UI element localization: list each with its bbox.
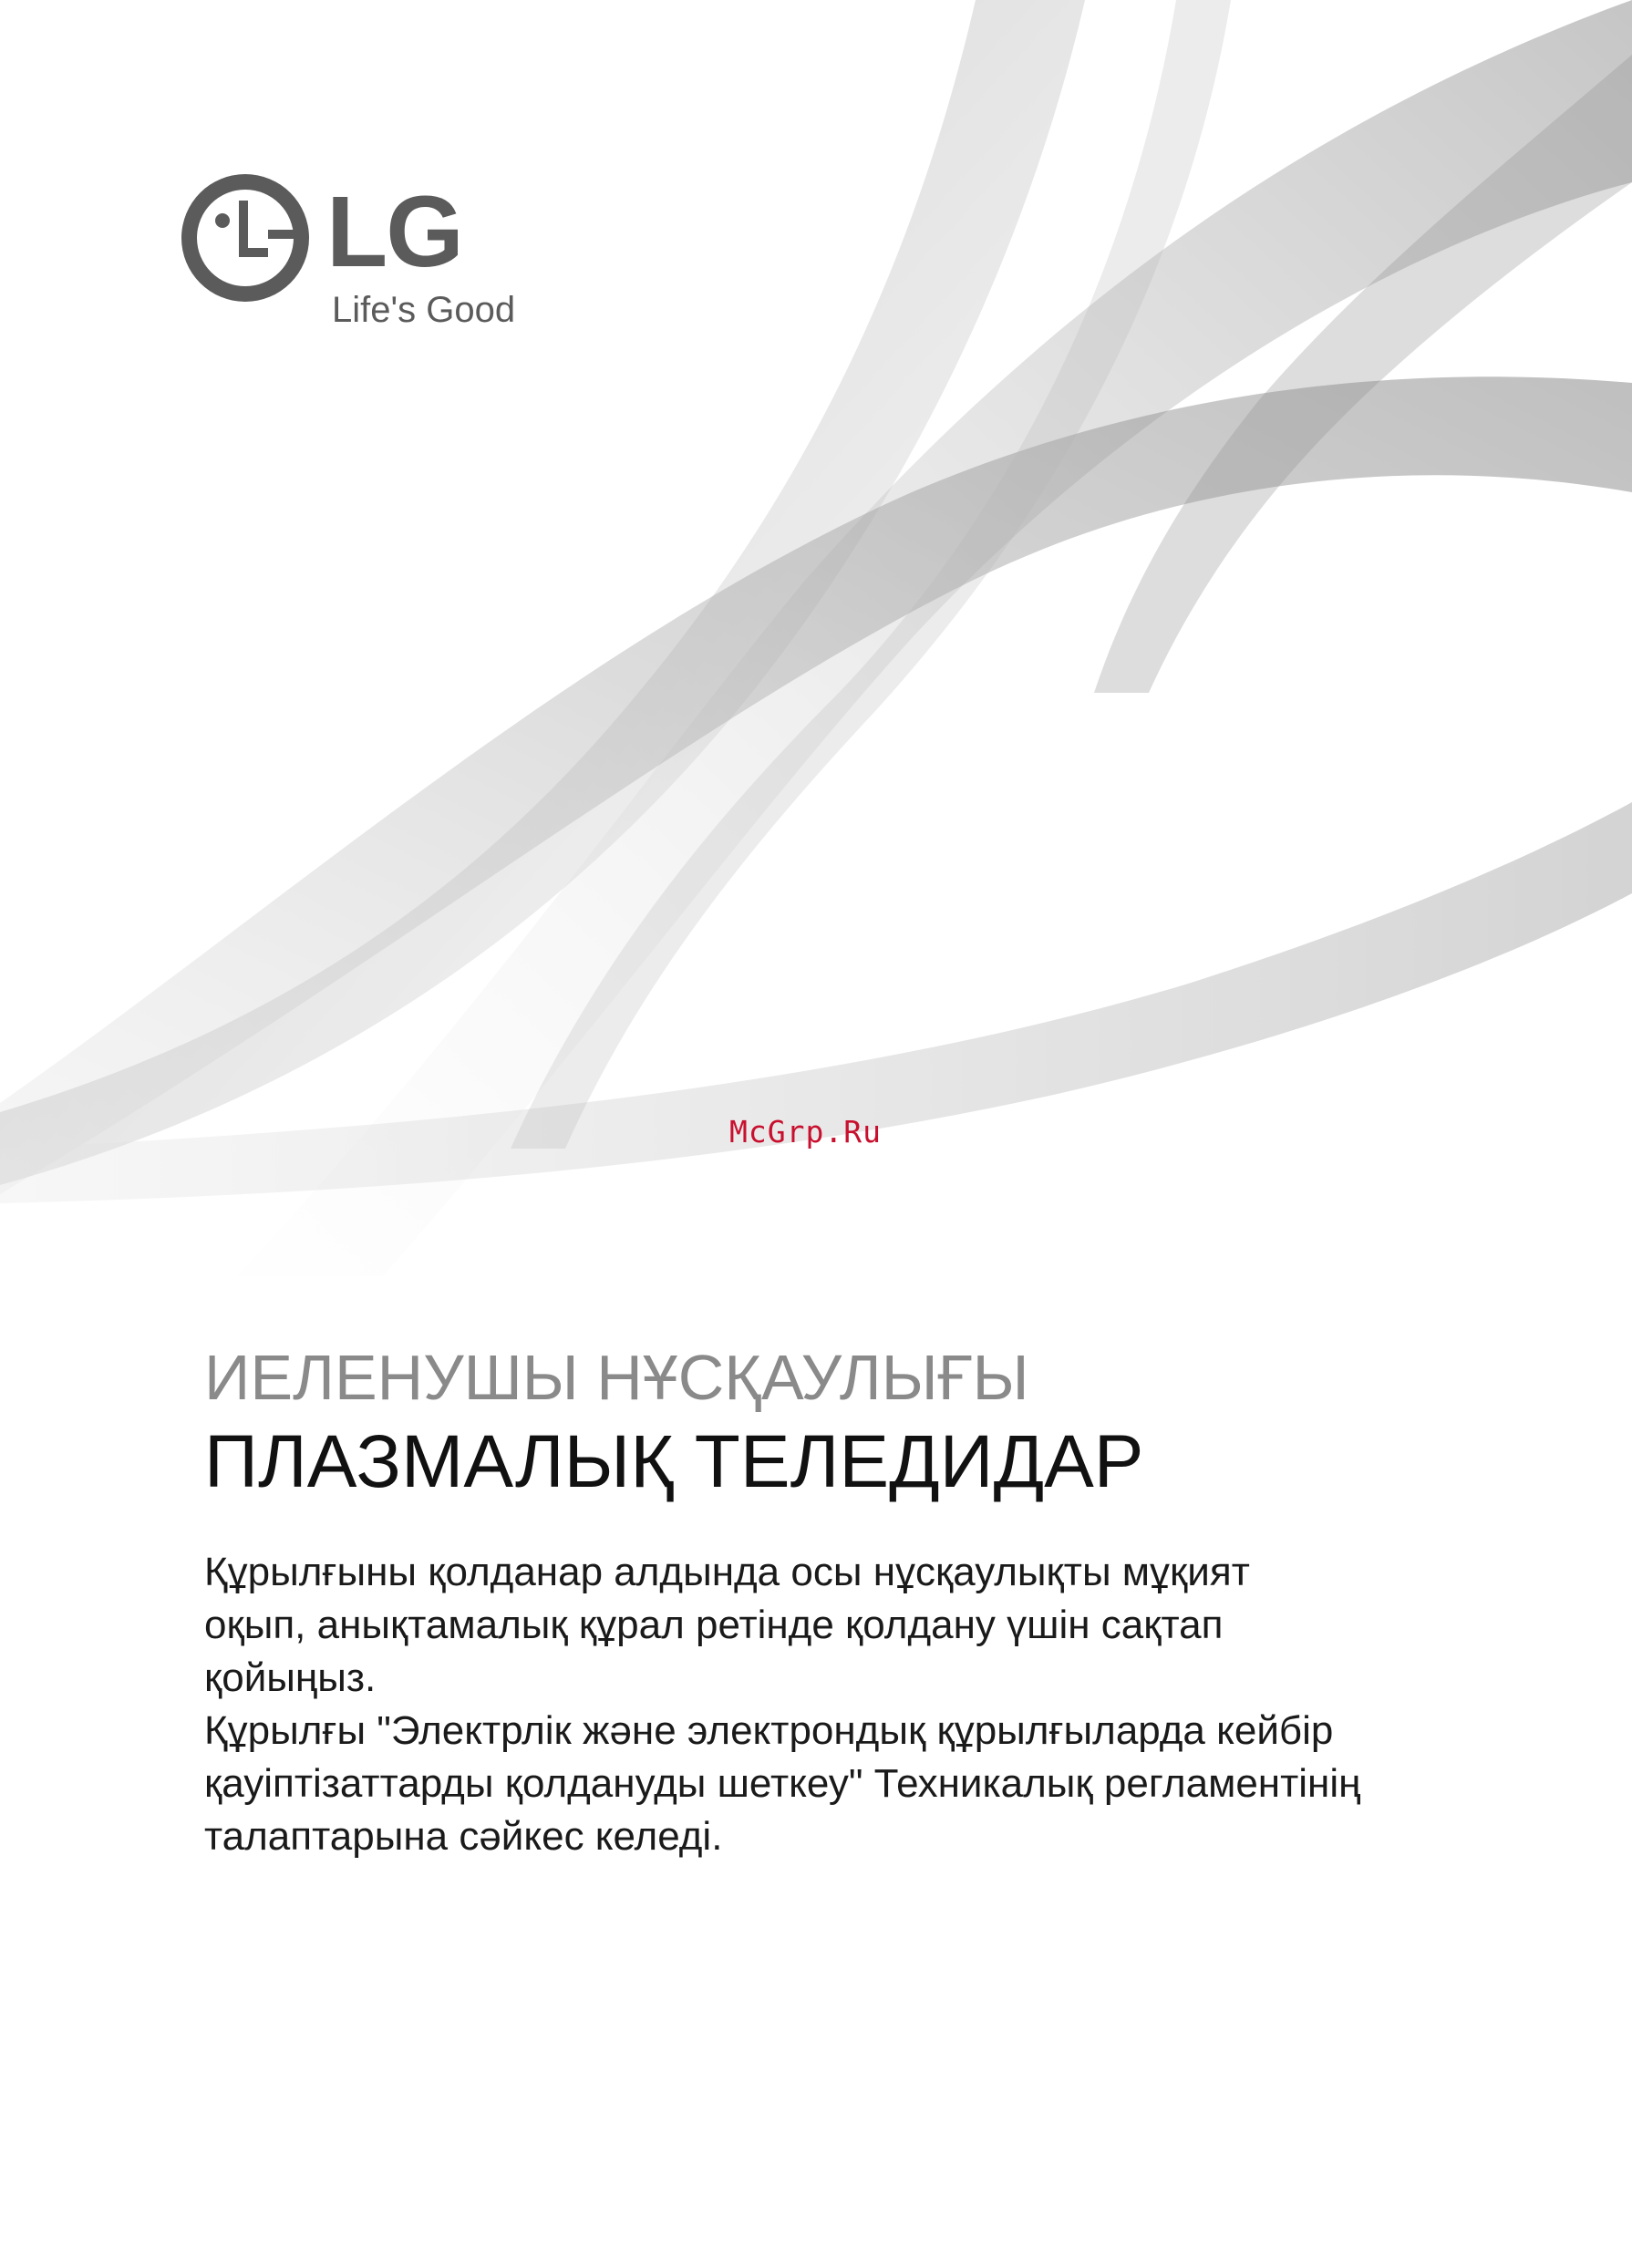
notice-line: қойыңыз.	[204, 1655, 377, 1700]
notice-line: талаптарына сәйкес келеді.	[204, 1814, 723, 1859]
lg-tagline: Life's Good	[332, 290, 516, 330]
product-title: ПЛАЗМАЛЫҚ ТЕЛЕДИДАР	[204, 1420, 1144, 1503]
site-watermark: McGrp.Ru	[729, 1114, 882, 1149]
document-type-heading: ИЕЛЕНУШЫ НҰСҚАУЛЫҒЫ	[204, 1342, 1029, 1413]
notice-line: оқып, анықтамалық құрал ретінде қолдану үшін сақтап	[204, 1603, 1224, 1647]
notice-line: қауіптізаттарды қолдануды шеткеу" Техникалық регламентінің	[204, 1761, 1361, 1806]
lg-face-logo-icon	[181, 173, 310, 303]
lg-logo	[181, 173, 545, 337]
notice-line: Құрылғыны қолданар алдында осы нұсқаулықты мұқият	[204, 1550, 1250, 1594]
notice-line: Құрылғы "Электрлік және электрондық құрылғыларда кейбір	[204, 1708, 1334, 1753]
cover-notice-text	[204, 1546, 1535, 1863]
lg-wordmark: LG	[326, 176, 462, 288]
